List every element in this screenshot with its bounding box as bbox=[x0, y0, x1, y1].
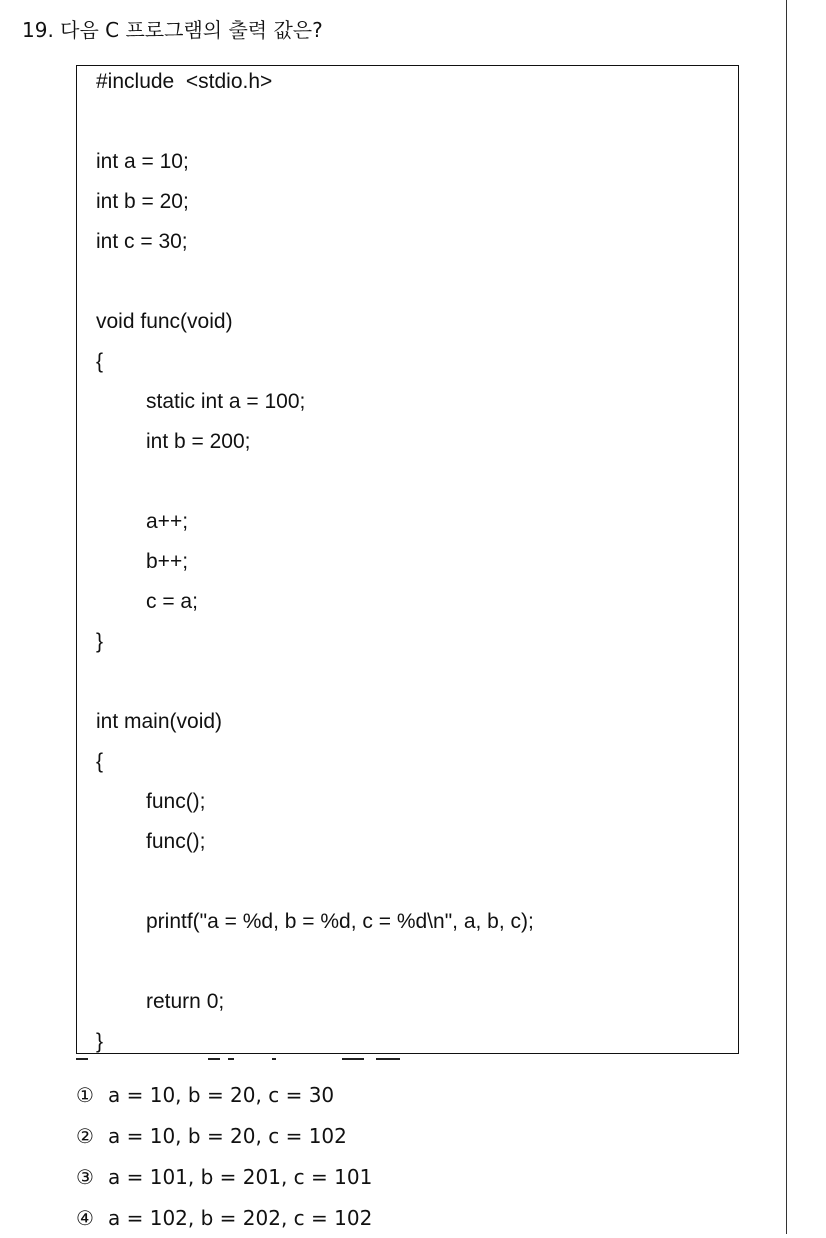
code-line: c = a; bbox=[146, 590, 198, 613]
code-line: { bbox=[96, 350, 104, 373]
option-2[interactable] bbox=[76, 1115, 372, 1156]
question-heading bbox=[22, 14, 323, 46]
code-line: printf("a = %d, b = %d, c = %d\n", a, b, c); bbox=[146, 910, 534, 933]
answer-options bbox=[76, 1074, 372, 1238]
code-line: int main(void) bbox=[96, 710, 223, 733]
code-line: static int a = 100; bbox=[146, 390, 306, 413]
code-line: void func(void) bbox=[96, 310, 233, 333]
clipped-text-fragment bbox=[76, 1058, 416, 1061]
code-line: int c = 30; bbox=[96, 230, 188, 253]
code-line: int a = 10; bbox=[96, 150, 189, 173]
code-line: b++; bbox=[146, 550, 189, 573]
option-1[interactable] bbox=[76, 1074, 372, 1115]
code-line: { bbox=[96, 750, 104, 773]
code-line: func(); bbox=[146, 830, 206, 853]
option-3[interactable] bbox=[76, 1156, 372, 1197]
option-text: a = 101, b = 201, c = 101 bbox=[108, 1164, 373, 1189]
code-line: } bbox=[96, 1030, 104, 1053]
code-line: #include <stdio.h> bbox=[96, 70, 273, 93]
column-divider bbox=[786, 0, 787, 1234]
option-text: a = 10, b = 20, c = 30 bbox=[108, 1082, 335, 1107]
option-marker: ④ bbox=[76, 1205, 94, 1230]
code-line: func(); bbox=[146, 790, 206, 813]
question-number: 19. bbox=[22, 18, 54, 42]
code-line: } bbox=[96, 630, 104, 653]
code-block bbox=[76, 65, 739, 1054]
option-marker: ① bbox=[76, 1082, 94, 1107]
option-4[interactable] bbox=[76, 1197, 372, 1238]
code-line: int b = 200; bbox=[146, 430, 251, 453]
code-line: a++; bbox=[146, 510, 189, 533]
code-line: int b = 20; bbox=[96, 190, 189, 213]
option-text: a = 102, b = 202, c = 102 bbox=[108, 1205, 373, 1230]
option-marker: ③ bbox=[76, 1164, 94, 1189]
code-line: return 0; bbox=[146, 990, 225, 1013]
option-text: a = 10, b = 20, c = 102 bbox=[108, 1123, 347, 1148]
question-text: 다음 C 프로그램의 출력 값은? bbox=[60, 18, 323, 42]
option-marker: ② bbox=[76, 1123, 94, 1148]
